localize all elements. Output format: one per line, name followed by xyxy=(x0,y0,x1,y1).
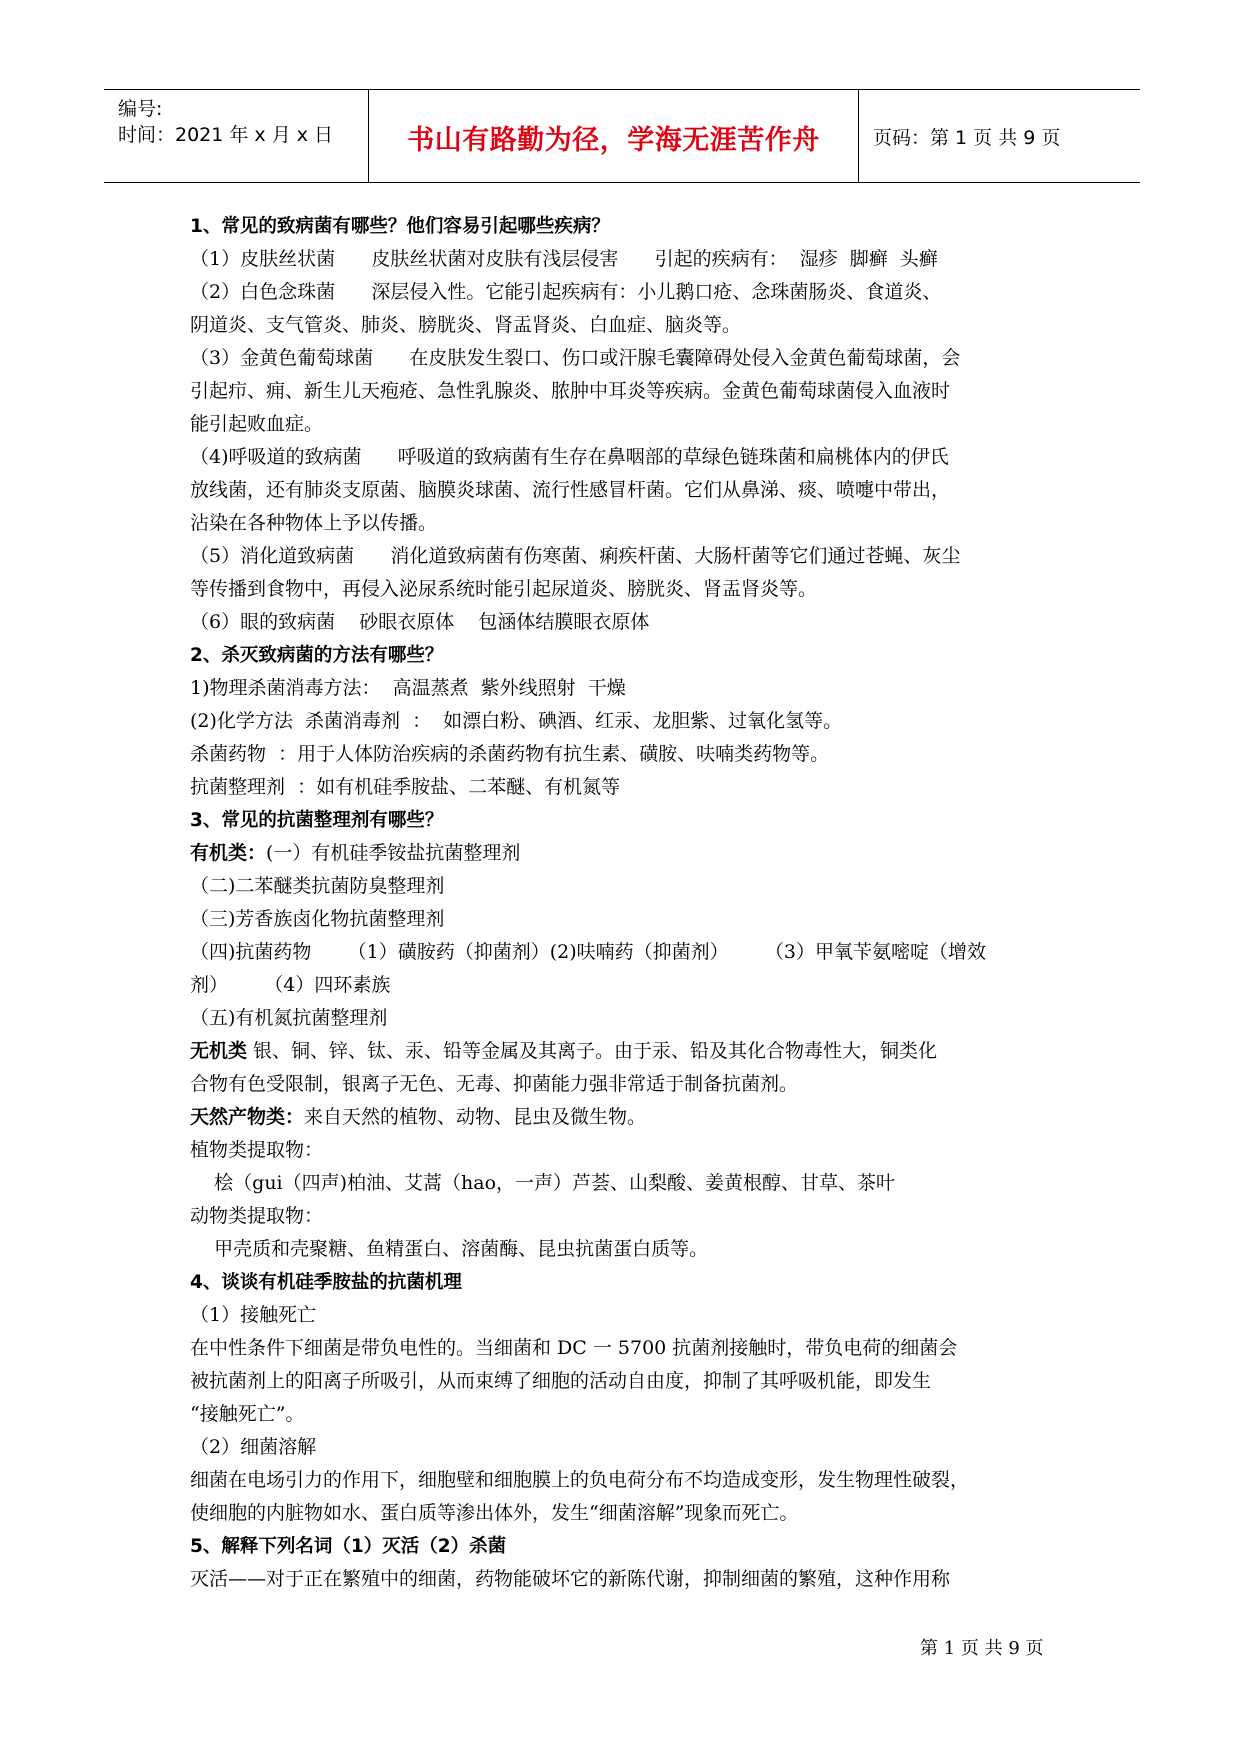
category-label: 天然产物类： xyxy=(190,1106,305,1128)
paragraph-line: （3）金黄色葡萄球菌 在皮肤发生裂口、伤口或汗腺毛囊障碍处侵入金黄色葡萄球菌，会 xyxy=(190,347,961,369)
section-heading: 3、常见的抗菌整理剂有哪些？ xyxy=(190,810,444,831)
paragraph-line: 抗菌整理剂 ：如有机硅季胺盐、二苯醚、有机氮等 xyxy=(190,776,621,798)
paragraph-line: 甲壳质和壳聚糖、鱼精蛋白、溶菌酶、昆虫抗菌蛋白质等。 xyxy=(190,1238,709,1260)
paragraph-line: 桧（gui（四声)柏油、艾蒿（hao，一声）芦荟、山梨酸、姜黄根醇、甘草、茶叶 xyxy=(190,1172,896,1194)
header-motto: 书山有路勤为径，学海无涯苦作舟 xyxy=(407,125,820,156)
paragraph-line: 引起疖、痈、新生儿天疱疮、急性乳腺炎、脓肿中耳炎等疾病。金黄色葡萄球菌侵入血液时 xyxy=(190,380,951,402)
paragraph-line: 等传播到食物中，再侵入泌尿系统时能引起尿道炎、膀胱炎、肾盂肾炎等。 xyxy=(190,578,818,600)
paragraph-line: 植物类提取物： xyxy=(190,1139,324,1161)
paragraph-line: (2)化学方法 杀菌消毒剂 ： 如漂白粉、碘酒、红汞、龙胆紫、过氧化氢等。 xyxy=(190,710,843,732)
paragraph-line: （五)有机氮抗菌整理剂 xyxy=(190,1007,388,1029)
paragraph-line: 沾染在各种物体上予以传播。 xyxy=(190,512,438,534)
paragraph-line: （1）皮肤丝状菌 皮肤丝状菌对皮肤有浅层侵害 引起的疾病有： 湿疹 脚癣 头癣 xyxy=(190,248,938,270)
document-number-label: 编号: xyxy=(118,98,163,120)
category-label: 有机类： xyxy=(190,842,267,864)
paragraph-line: （2）细菌溶解 xyxy=(190,1436,317,1458)
paragraph-line xyxy=(190,837,1056,870)
section-heading: 4、谈谈有机硅季胺盐的抗菌机理 xyxy=(190,1272,462,1293)
section-heading: 5、解释下列名词（1）灭活（2）杀菌 xyxy=(190,1536,507,1557)
section-heading: 2、杀灭致病菌的方法有哪些？ xyxy=(190,645,444,666)
paragraph-line: 合物有色受限制，银离子无色、无毒、抑菌能力强非常适于制备抗菌剂。 xyxy=(190,1073,799,1095)
paragraph-line: 阴道炎、支气管炎、肺炎、膀胱炎、肾盂肾炎、白血症、脑炎等。 xyxy=(190,314,742,336)
category-label: 无机类 xyxy=(190,1040,248,1062)
paragraph-line: 动物类提取物： xyxy=(190,1205,324,1227)
paragraph-line: 杀菌药物 ：用于人体防治疾病的杀菌药物有抗生素、磺胺、呋喃类药物等。 xyxy=(190,743,830,765)
paragraph-line: 放线菌，还有肺炎支原菌、脑膜炎球菌、流行性感冒杆菌。它们从鼻涕、痰、喷嚏中带出， xyxy=(190,479,951,501)
paragraph-line: 1)物理杀菌消毒方法： 高温蒸煮 紫外线照射 干燥 xyxy=(190,677,626,699)
paragraph-line xyxy=(190,1035,1056,1068)
page-header xyxy=(104,89,1140,183)
category-text: 银、铜、锌、钛、汞、铅等金属及其离子。由于汞、铅及其化合物毒性大，铜类化 xyxy=(247,1040,938,1062)
paragraph-line: 灭活——对于正在繁殖中的细菌，药物能破坏它的新陈代谢，抑制细菌的繁殖，这种作用称 xyxy=(190,1568,951,1590)
category-text: 来自天然的植物、动物、昆虫及微生物。 xyxy=(304,1106,647,1128)
paragraph-line: （2）白色念珠菌 深层侵入性。它能引起疾病有：小儿鹅口疮、念珠菌肠炎、食道炎、 xyxy=(190,281,942,303)
paragraph-line: 剂） （4）四环素族 xyxy=(190,974,391,996)
paragraph-line: 在中性条件下细菌是带负电性的。当细菌和 DC 一 5700 抗菌剂接触时，带负电荷的细菌会 xyxy=(190,1337,958,1359)
header-right-cell xyxy=(859,90,1140,182)
paragraph-line: “接触死亡”。 xyxy=(190,1403,305,1425)
paragraph-line: （6）眼的致病菌 砂眼衣原体 包涵体结膜眼衣原体 xyxy=(190,611,650,633)
category-text: (一）有机硅季铵盐抗菌整理剂 xyxy=(266,842,521,864)
paragraph-line: 能引起败血症。 xyxy=(190,413,324,435)
header-page-number: 页码：第 1 页 共 9 页 xyxy=(873,127,1061,149)
page-footer: 第 1 页 共 9 页 xyxy=(920,1638,1044,1659)
paragraph-line: （5）消化道致病菌 消化道致病菌有伤寒菌、痢疾杆菌、大肠杆菌等它们通过苍蝇、灰尘 xyxy=(190,545,961,567)
paragraph-line: （四)抗菌药物 （1）磺胺药（抑菌剂）(2)呋喃药（抑菌剂） （3）甲氧苄氨嘧啶（增效 xyxy=(190,941,986,963)
paragraph-line: （4)呼吸道的致病菌 呼吸道的致病菌有生存在鼻咽部的草绿色链珠菌和扁桃体内的伊氏 xyxy=(190,446,949,468)
section-heading: 1、常见的致病菌有哪些？他们容易引起哪些疾病？ xyxy=(190,216,610,237)
paragraph-line xyxy=(190,1101,1056,1134)
paragraph-line: （三)芳香族卤化物抗菌整理剂 xyxy=(190,908,445,930)
document-time-label: 时间：2021 年 x 月 x 日 xyxy=(118,124,334,146)
paragraph-line: （1）接触死亡 xyxy=(190,1304,317,1326)
header-left-cell xyxy=(104,90,369,182)
paragraph-line: （二)二苯醚类抗菌防臭整理剂 xyxy=(190,875,445,897)
paragraph-line: 使细胞的内脏物如水、蛋白质等渗出体外，发生“细菌溶解”现象而死亡。 xyxy=(190,1502,799,1524)
paragraph-line: 被抗菌剂上的阳离子所吸引，从而束缚了细胞的活动自由度，抑制了其呼吸机能，即发生 xyxy=(190,1370,932,1392)
paragraph-line: 细菌在电场引力的作用下，细胞壁和细胞膜上的负电荷分布不均造成变形，发生物理性破裂， xyxy=(190,1469,970,1491)
header-middle-cell xyxy=(369,90,859,182)
document-body xyxy=(190,210,1056,1596)
